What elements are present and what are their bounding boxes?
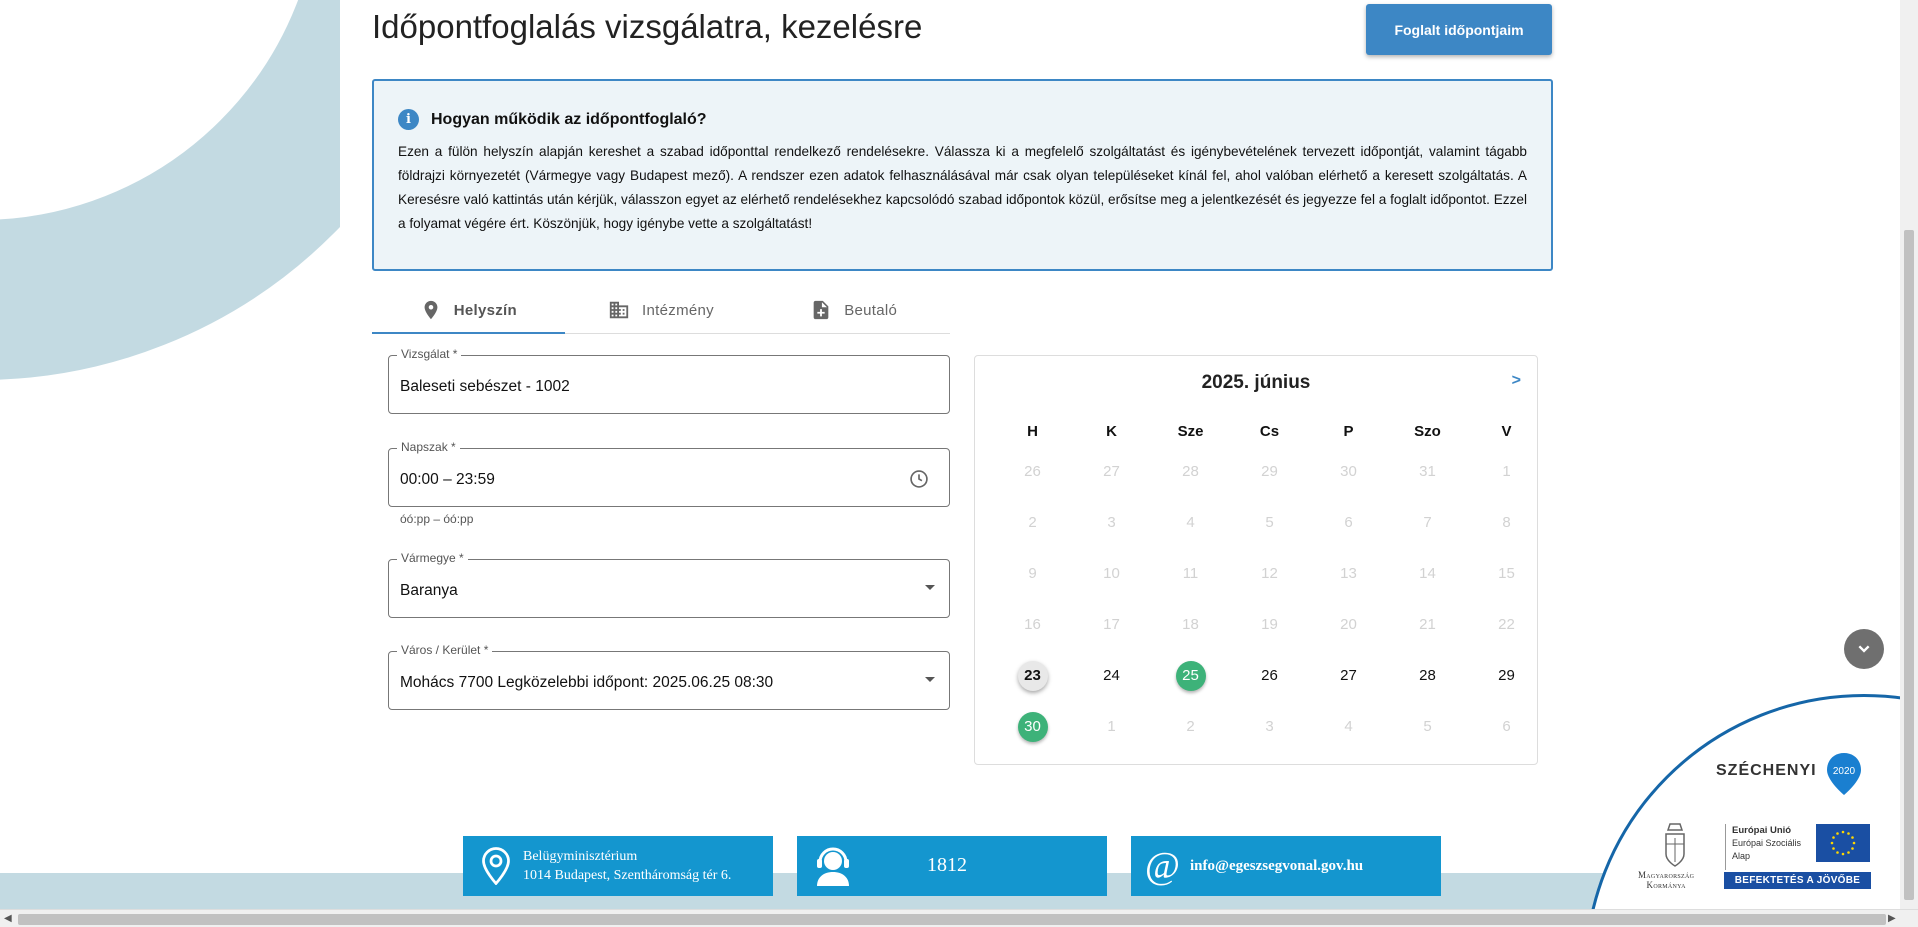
calendar-day	[1151, 508, 1230, 538]
at-icon: @	[1145, 845, 1180, 887]
tab-location[interactable]	[372, 287, 565, 333]
calendar-day-number: 9	[1028, 565, 1037, 582]
calendar-day	[1151, 457, 1230, 487]
calendar-day	[1230, 457, 1309, 487]
calendar-weekday: Szo	[1414, 422, 1441, 440]
hungary-line-1: Magyarország	[1638, 870, 1695, 880]
clock-icon[interactable]	[909, 469, 929, 489]
tab-location-label: Helyszín	[453, 301, 517, 319]
info-text: Ezen a fülön helyszín alapján kereshet a szabad időponttal rendelkező rendelésekre. Válassza ki a megfelelő szolgáltatást és igénybevételének tervezett időpontját, valamint tágabb földrajzi környezetét (Vármegye vagy Budapest mező). A rendszer ezen adatok felhasználásával már csak olyan településeket kínál fel, ahol valóban elérhető a keresett szolgáltatás. A Keresésre való kattintás után kérjük, válasszon egyet az elérhető rendelésekhez kapcsolódó szabad időpontok közül, erősítse meg a jelentkezését és jegyezze fel a foglalt időpontot. Ezzel a folyamat végére ért. Köszönjük, hogy igénybe vette a szolgáltatást!	[398, 144, 1527, 231]
calendar-day-number: 26	[1261, 667, 1278, 684]
calendar-day-number: 13	[1340, 565, 1357, 582]
calendar-day	[1467, 559, 1546, 589]
hungary-crest-icon	[1662, 820, 1688, 868]
calendar-day-number: 4	[1344, 718, 1353, 735]
location-pin-icon	[481, 847, 511, 885]
calendar-day-number: 22	[1498, 616, 1515, 633]
chevron-down-icon	[925, 677, 935, 682]
calendar-day-number: 26	[1024, 463, 1041, 480]
calendar-day-number: 27	[1103, 463, 1120, 480]
calendar-day-number: 5	[1423, 718, 1432, 735]
calendar-day	[1072, 559, 1151, 589]
tab-referral-label: Beutaló	[844, 301, 898, 319]
szechenyi-pin-icon	[1825, 752, 1863, 796]
calendar-day	[1230, 508, 1309, 538]
booked-appointments-button[interactable]: Foglalt időpontjaim	[1366, 4, 1552, 55]
calendar-day-number: 1	[1107, 718, 1116, 735]
calendar-day	[1309, 559, 1388, 589]
calendar-day-number: 29	[1261, 463, 1278, 480]
tab-referral[interactable]	[757, 287, 950, 333]
calendar-day-number: 2	[1186, 718, 1195, 735]
eu-title: Európai Unió	[1732, 825, 1792, 836]
calendar-day-number: 8	[1502, 514, 1511, 531]
calendar-day	[1388, 610, 1467, 640]
timeslot-field[interactable]	[388, 440, 950, 507]
calendar-day[interactable]	[1151, 661, 1230, 691]
exam-field[interactable]	[388, 347, 950, 414]
address-line-1: Belügyminisztérium	[523, 849, 638, 864]
calendar-week-row	[993, 548, 1546, 599]
calendar-weekday: Cs	[1259, 422, 1280, 440]
calendar-day	[1072, 712, 1151, 742]
szechenyi-badge	[1620, 740, 1918, 910]
calendar-day	[1388, 712, 1467, 742]
vertical-scrollbar[interactable]	[1900, 0, 1918, 909]
county-select[interactable]	[388, 551, 950, 618]
calendar-day-number: 1	[1502, 463, 1511, 480]
chevron-down-icon	[925, 585, 935, 590]
calendar-day-number: 21	[1419, 616, 1436, 633]
document-plus-icon	[810, 299, 832, 321]
calendar-day	[1072, 508, 1151, 538]
calendar-day[interactable]	[1309, 661, 1388, 691]
calendar-day	[1309, 610, 1388, 640]
calendar-day[interactable]	[1388, 661, 1467, 691]
eu-fund-text	[1725, 824, 1821, 870]
calendar	[974, 355, 1538, 765]
calendar-day-number: 15	[1498, 565, 1515, 582]
calendar-day-number: 7	[1423, 514, 1432, 531]
calendar-day-number: 24	[1103, 667, 1120, 684]
info-icon: i	[398, 109, 419, 130]
calendar-grid	[993, 416, 1546, 752]
location-pin-icon	[420, 299, 442, 321]
calendar-day-number: 20	[1340, 616, 1357, 633]
calendar-day-number: 2	[1028, 514, 1037, 531]
calendar-day	[1467, 457, 1546, 487]
hungary-line-2: Kormánya	[1646, 880, 1686, 890]
email-contact[interactable]	[1131, 836, 1441, 896]
calendar-day[interactable]	[1467, 661, 1546, 691]
calendar-day	[1151, 610, 1230, 640]
exam-field-label: Vizsgálat *	[397, 347, 461, 361]
calendar-day-number: 6	[1344, 514, 1353, 531]
info-box	[372, 79, 1553, 271]
timeslot-field-label: Napszak *	[397, 440, 460, 454]
calendar-day	[1467, 610, 1546, 640]
calendar-day-number: 19	[1261, 616, 1278, 633]
address-contact	[463, 836, 773, 896]
scroll-right-icon[interactable]: ▶	[1888, 913, 1896, 924]
address-line-2: 1014 Budapest, Szentháromság tér 6.	[523, 868, 732, 883]
chevron-down-icon	[1856, 641, 1872, 657]
eu-line-1: Európai Szociális	[1732, 838, 1802, 848]
phone-contact[interactable]	[797, 836, 1107, 896]
calendar-day	[1072, 610, 1151, 640]
calendar-day-number: 31	[1419, 463, 1436, 480]
calendar-day	[1309, 508, 1388, 538]
calendar-day	[1309, 712, 1388, 742]
calendar-week-row	[993, 701, 1546, 752]
page-title: Időpontfoglalás vizsgálatra, kezelésre	[372, 8, 923, 45]
calendar-week-row	[993, 650, 1546, 701]
eu-strip: BEFEKTETÉS A JÖVŐBE	[1724, 872, 1871, 889]
calendar-day-number: 18	[1182, 616, 1199, 633]
calendar-day-number: 16	[1024, 616, 1041, 633]
calendar-day[interactable]	[1072, 661, 1151, 691]
calendar-weekday: V	[1501, 422, 1512, 440]
calendar-day	[1467, 508, 1546, 538]
calendar-day-today: 23	[1018, 661, 1048, 691]
email-address: info@egeszsegvonal.gov.hu	[1190, 857, 1364, 874]
calendar-day	[1230, 559, 1309, 589]
calendar-day-available: 30	[1018, 712, 1048, 742]
building-icon	[608, 299, 630, 321]
timeslot-hint: óó:pp – óó:pp	[400, 512, 474, 526]
calendar-day-available: 25	[1176, 661, 1206, 691]
calendar-day-number: 4	[1186, 514, 1195, 531]
exam-field-value: Baleseti sebészet - 1002	[400, 378, 570, 395]
calendar-week-row	[993, 599, 1546, 650]
calendar-day-number: 29	[1498, 667, 1515, 684]
calendar-day	[1467, 712, 1546, 742]
calendar-next-button[interactable]: >	[1511, 372, 1521, 389]
calendar-day	[993, 508, 1072, 538]
calendar-day[interactable]	[993, 712, 1072, 742]
calendar-weekday: Sze	[1177, 422, 1204, 440]
eu-flag-icon	[1816, 824, 1870, 862]
eu-line-2: Alap	[1732, 851, 1751, 861]
calendar-day-number: 14	[1419, 565, 1436, 582]
calendar-week-row	[993, 446, 1546, 497]
calendar-day	[993, 610, 1072, 640]
calendar-month: 2025. június	[1201, 372, 1311, 393]
decor-arc	[0, 0, 340, 390]
calendar-day-number: 10	[1103, 565, 1120, 582]
info-title: Hogyan működik az időpontfoglaló?	[431, 110, 707, 128]
calendar-day-number: 3	[1107, 514, 1116, 531]
calendar-day-number: 28	[1419, 667, 1436, 684]
scroll-down-button[interactable]	[1844, 629, 1884, 669]
calendar-day	[993, 559, 1072, 589]
scroll-left-icon[interactable]: ◀	[4, 913, 12, 924]
calendar-day-number: 12	[1261, 565, 1278, 582]
calendar-day	[1072, 457, 1151, 487]
calendar-day-number: 5	[1265, 514, 1274, 531]
calendar-day[interactable]	[993, 661, 1072, 691]
hungary-government-text	[1638, 870, 1694, 890]
calendar-day	[1309, 457, 1388, 487]
szechenyi-text: SZÉCHENYI	[1716, 762, 1817, 779]
calendar-day-number: 11	[1182, 565, 1199, 582]
calendar-day[interactable]	[1230, 661, 1309, 691]
calendar-day	[1230, 712, 1309, 742]
county-select-label: Vármegye *	[397, 551, 468, 565]
county-select-value: Baranya	[400, 582, 458, 599]
calendar-day-number: 27	[1340, 667, 1357, 684]
headset-icon	[811, 844, 855, 888]
calendar-day-number: 17	[1103, 616, 1120, 633]
calendar-week-row	[993, 497, 1546, 548]
city-select-value: Mohács 7700 Legközelebbi időpont: 2025.06.25 08:30	[400, 674, 774, 691]
calendar-day	[993, 457, 1072, 487]
tab-institution-label: Intézmény	[642, 301, 714, 319]
calendar-day-number: 3	[1265, 718, 1274, 735]
calendar-day	[1388, 508, 1467, 538]
calendar-day-number: 30	[1340, 463, 1357, 480]
calendar-weekday: K	[1106, 422, 1117, 440]
city-select[interactable]	[388, 643, 950, 710]
calendar-day	[1388, 457, 1467, 487]
search-tabs	[372, 287, 950, 334]
tab-institution[interactable]	[565, 287, 758, 333]
calendar-day	[1388, 559, 1467, 589]
horizontal-scrollbar[interactable]	[0, 909, 1918, 927]
calendar-day-number: 6	[1502, 718, 1511, 735]
calendar-weekday-row	[993, 416, 1546, 446]
phone-number: 1812	[927, 854, 967, 876]
calendar-day	[1151, 559, 1230, 589]
timeslot-field-value: 00:00 – 23:59	[400, 471, 495, 488]
calendar-weekday: P	[1343, 422, 1354, 440]
szechenyi-year: 2020	[1832, 766, 1856, 777]
city-select-label: Város / Kerület *	[397, 643, 492, 657]
calendar-day-number: 28	[1182, 463, 1199, 480]
calendar-day	[1151, 712, 1230, 742]
calendar-day	[1230, 610, 1309, 640]
calendar-weekday: H	[1027, 422, 1038, 440]
